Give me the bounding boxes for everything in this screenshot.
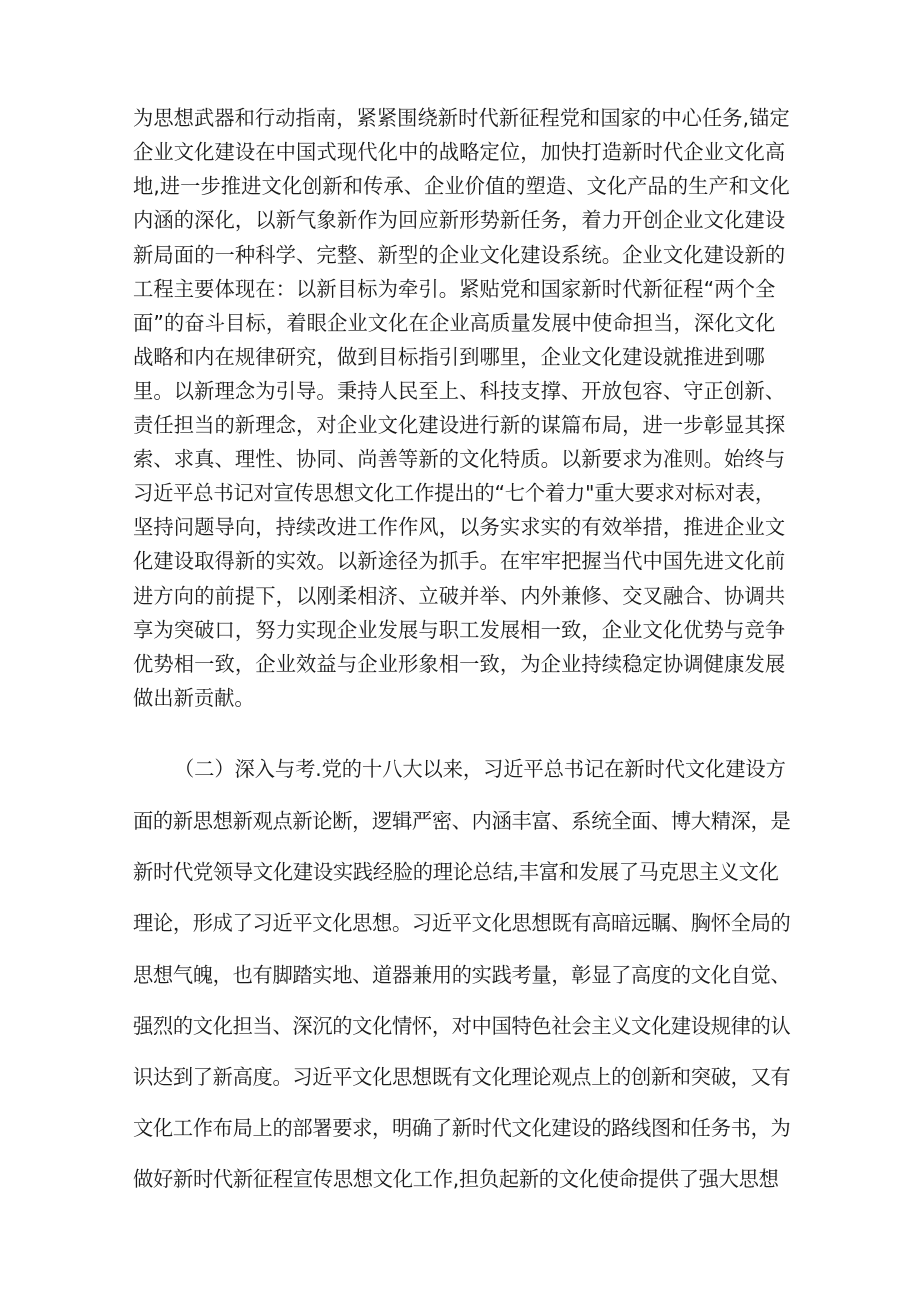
- text-line: 化建设取得新的实效。以新途径为抓手。在牢牢把握当代中国先进文化前: [133, 549, 786, 573]
- text-line: 识达到了新高度。习近平文化思想既有文化理论观点上的创新和突破，又有: [133, 1065, 791, 1089]
- text-line: 地,进一步推进文化创新和传承、企业价值的塑造、文化产品的生产和文化: [133, 174, 790, 198]
- text-line: 优势相一致，企业效益与企业形象相一致，为企业持续稳定协调健康发展: [133, 652, 786, 676]
- text-line: 坚持问题导向，持续改进工作作风，以务实求实的有效举措，推进企业文: [133, 515, 786, 539]
- text-line: 习近平总书记对宣传思想文化工作提出的“七个着力"重大要求对标对表，: [133, 481, 775, 505]
- text-line: 企业文化建设在中国式现代化中的战略定位，加快打造新时代企业文化高: [133, 140, 786, 164]
- text-line: 享为突破口，努力实现企业发展与职工发展相一致，企业文化优势与竞争: [133, 618, 786, 642]
- text-line: 进方向的前提下，以刚柔相济、立破并举、内外兼修、交叉融合、协调共: [133, 584, 786, 608]
- text-line: 理论，形成了习近平文化思想。习近平文化思想既有高暗远瞩、胸怀全局的: [133, 911, 791, 935]
- text-line: 强烈的文化担当、深沉的文化情怀，对中国特色社会主义文化建设规律的认: [133, 1014, 791, 1038]
- text-line: 索、求真、理性、协同、尚善等新的文化特质。以新要求为准则。始终与: [133, 447, 786, 471]
- text-line: 做出新贡献。: [133, 686, 255, 710]
- text-line: 新局面的一种科学、完整、新型的企业文化建设系统。企业文化建设新的: [133, 243, 786, 267]
- text-line: 里。以新理念为引导。秉持人民至上、科技支撑、开放包容、守正创新、: [133, 379, 786, 403]
- text-line: 文化工作布局上的部署要求，明确了新时代文化建设的路线图和任务书，为: [133, 1116, 791, 1140]
- text-line: 面”的奋斗目标，着眼企业文化在企业高质量发展中使命担当，深化文化: [133, 311, 776, 335]
- text-line: 面的新思想新观点新论断，逻辑严密、内涵丰富、系统全面、博大精深，是: [133, 809, 791, 833]
- text-line: 工程主要体现在：以新目标为牵引。紧贴党和国家新时代新征程“两个全: [133, 277, 776, 301]
- text-line: 内涵的深化，以新气象新作为回应新形势新任务，着力开创企业文化建设: [133, 208, 786, 232]
- text-line: 为思想武器和行动指南，紧紧围绕新时代新征程党和国家的中心任务,锚定: [133, 106, 790, 130]
- text-line: 新时代党领导文化建设实践经脸的理论总结,丰富和发展了马克思主义文化: [133, 860, 779, 884]
- text-line: 思想气魄，也有脚踏实地、道器兼用的实践考量，彰显了高度的文化自觉、: [133, 963, 791, 987]
- text-line: 做好新时代新征程宣传思想文化工作,担负起新的文化使命提供了强大思想: [133, 1167, 779, 1191]
- text-line: （二）深入与考.党的十八大以来，习近平总书记在新时代文化建设方: [174, 757, 786, 781]
- text-line: 战略和内在规律研究，做到目标指引到哪里，企业文化建设就推进到哪: [133, 345, 765, 369]
- text-line: 责任担当的新理念，对企业文化建设进行新的谋篇布局，进一步彰显其探: [133, 413, 786, 437]
